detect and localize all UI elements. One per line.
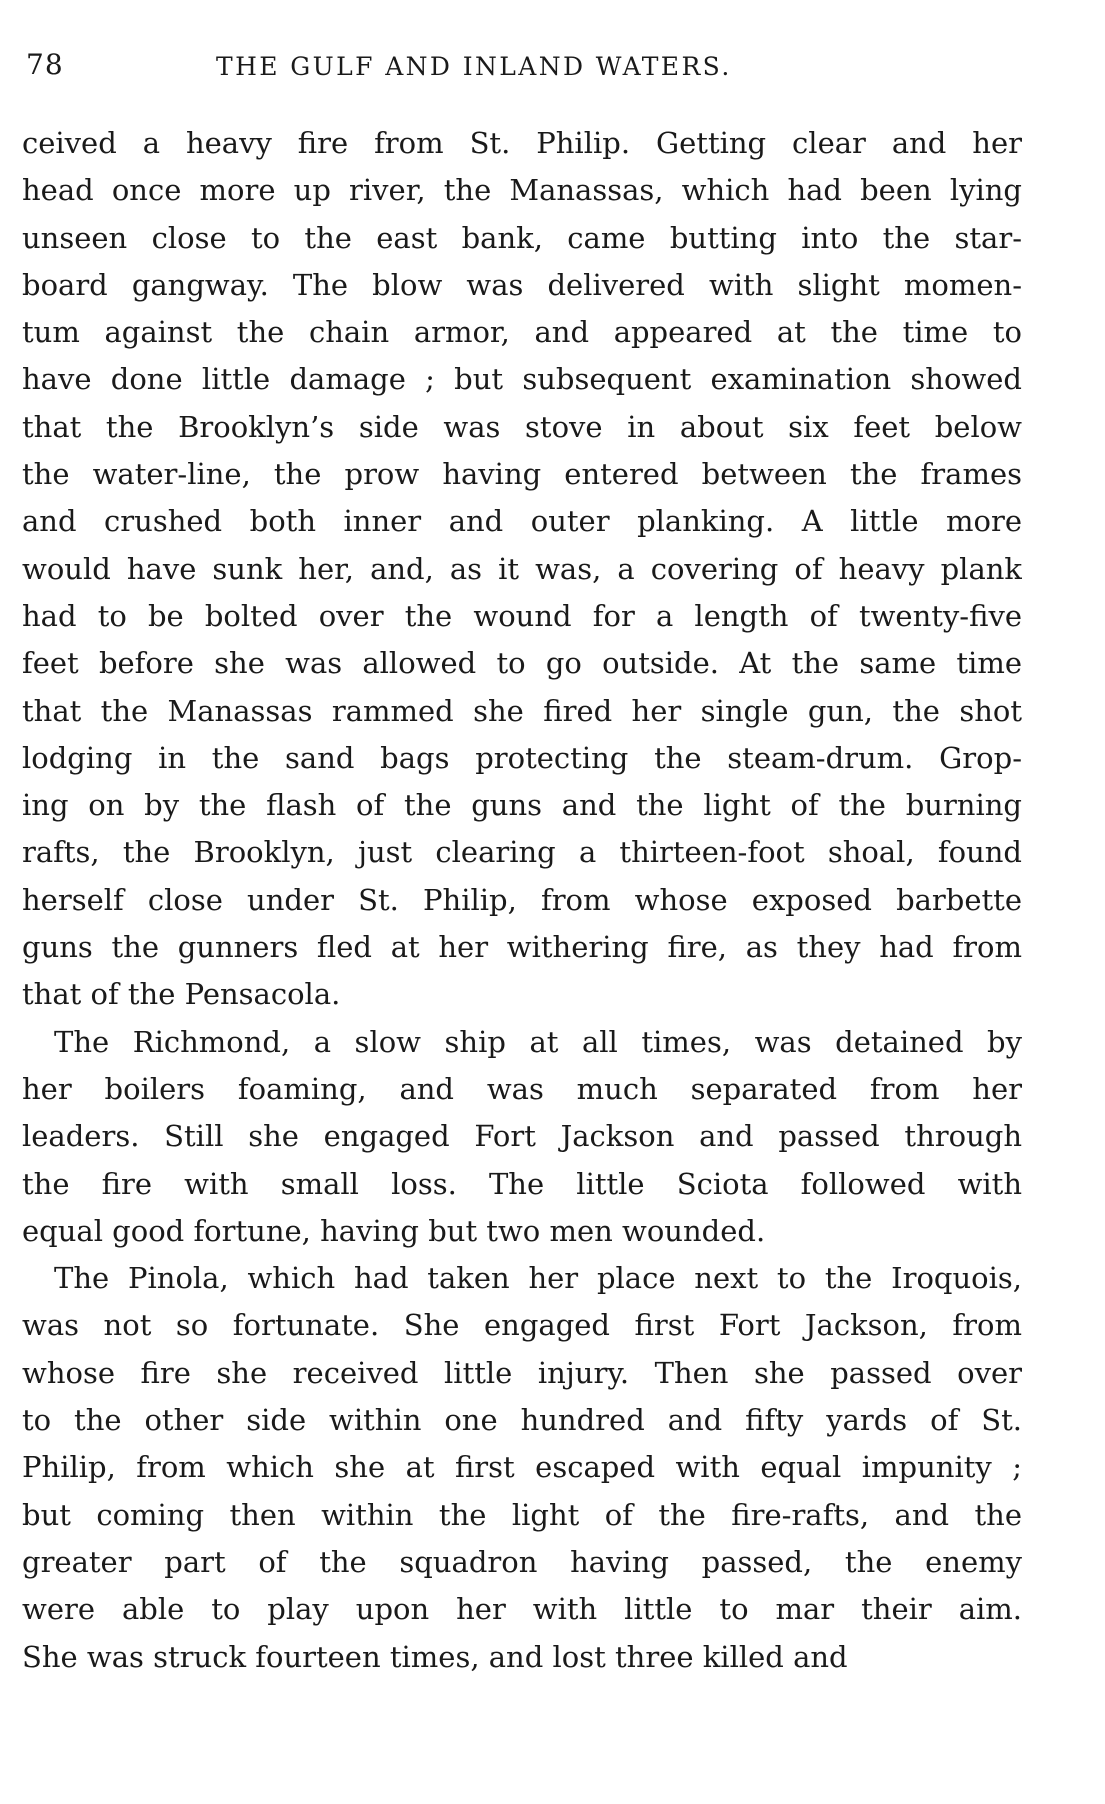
text-line: was not so fortunate. She engaged first Fort Jackson, from bbox=[22, 1308, 1022, 1343]
text-line: board gangway. The blow was delivered with slight momen- bbox=[22, 267, 1022, 302]
text-line: that the Manassas rammed she fired her single gun, the shot bbox=[22, 693, 1022, 728]
text-line: but coming then within the light of the fire-rafts, and the bbox=[22, 1497, 1022, 1532]
text-line: greater part of the squadron having passed, the enemy bbox=[22, 1544, 1022, 1579]
text-line: herself close under St. Philip, from whose exposed barbette bbox=[22, 882, 1022, 917]
text-line: She was struck fourteen times, and lost three killed and bbox=[22, 1639, 848, 1674]
text-line: unseen close to the east bank, came butting into the star- bbox=[22, 220, 1022, 255]
text-line: and crushed both inner and outer planking. A little more bbox=[22, 504, 1022, 539]
text-line: were able to play upon her with little to mar their aim. bbox=[22, 1592, 1022, 1627]
text-line: equal good fortune, having but two men wounded. bbox=[22, 1213, 766, 1248]
text-line: whose fire she received little injury. Then she passed over bbox=[22, 1355, 1022, 1390]
page-number: 78 bbox=[26, 48, 64, 81]
paragraph bbox=[22, 1255, 1022, 1681]
paragraph bbox=[22, 120, 1022, 1019]
text-line: her boilers foaming, and was much separated from her bbox=[22, 1071, 1022, 1106]
text-line: have done little damage ; but subsequent examination showed bbox=[22, 362, 1022, 397]
text-line: the fire with small loss. The little Sciota followed with bbox=[22, 1166, 1022, 1201]
text-line: tum against the chain armor, and appeared at the time to bbox=[22, 315, 1022, 350]
page-header bbox=[26, 48, 1036, 88]
running-head: THE GULF AND INLAND WATERS. bbox=[216, 52, 732, 81]
text-line: that the Brooklyn’s side was stove in about six feet below bbox=[22, 409, 1022, 444]
text-line: head once more up river, the Manassas, which had been lying bbox=[22, 173, 1022, 208]
text-line: to the other side within one hundred and fifty yards of St. bbox=[22, 1403, 1022, 1438]
text-line: had to be bolted over the wound for a length of twenty-five bbox=[22, 598, 1022, 633]
text-line: rafts, the Brooklyn, just clearing a thirteen-foot shoal, found bbox=[22, 835, 1022, 870]
text-line: would have sunk her, and, as it was, a covering of heavy plank bbox=[22, 551, 1022, 586]
text-line: that of the Pensacola. bbox=[22, 977, 341, 1012]
text-line: guns the gunners fled at her withering fire, as they had from bbox=[22, 930, 1022, 965]
text-line: the water-line, the prow having entered between the frames bbox=[22, 457, 1022, 492]
text-line: Philip, from which she at first escaped with equal impunity ; bbox=[22, 1450, 1022, 1485]
body-text bbox=[22, 120, 1022, 1681]
text-line: leaders. Still she engaged Fort Jackson and passed through bbox=[22, 1119, 1022, 1154]
text-line: The Richmond, a slow ship at all times, was detained by bbox=[54, 1024, 1022, 1059]
paragraph bbox=[22, 1019, 1022, 1255]
text-line: feet before she was allowed to go outside. At the same time bbox=[22, 646, 1022, 681]
text-line: The Pinola, which had taken her place next to the Iroquois, bbox=[54, 1261, 1022, 1296]
text-line: ing on by the flash of the guns and the light of the burning bbox=[22, 788, 1022, 823]
text-line: ceived a heavy fire from St. Philip. Getting clear and her bbox=[22, 126, 1022, 160]
text-line: lodging in the sand bags protecting the steam-drum. Grop- bbox=[22, 740, 1022, 775]
